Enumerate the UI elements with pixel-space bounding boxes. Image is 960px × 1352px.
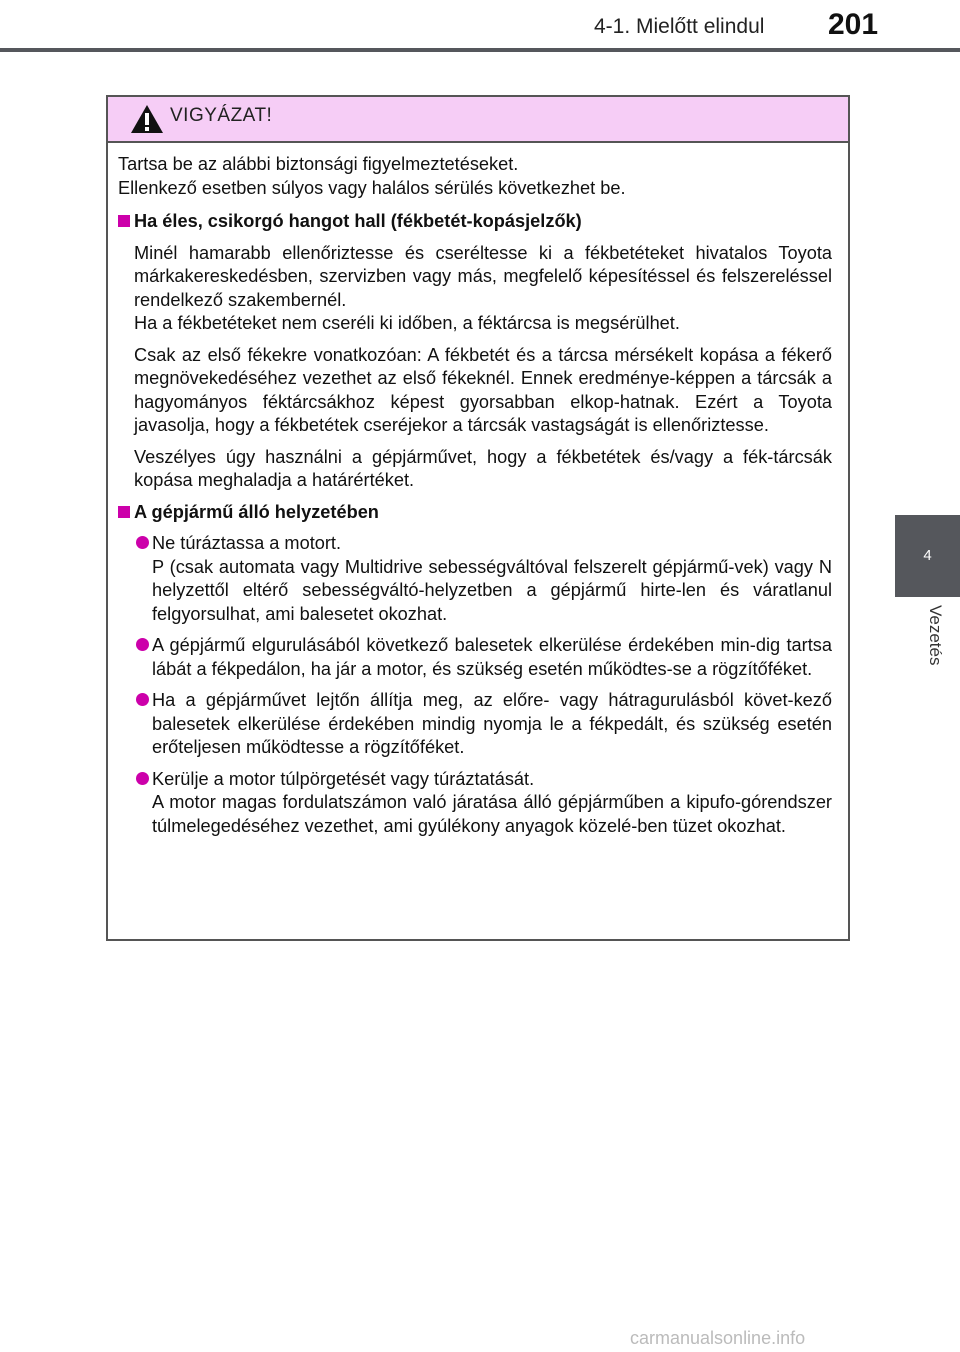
paragraph-text: Minél hamarabb ellenőriztesse és cseréltesse ki a fékbetéteket hivatalos Toyota márkakereskedésben, szervizben vagy más, megfelelő képesítéssel és felszereléssel rendelkező szakembernél. — [134, 242, 832, 310]
warning-box — [106, 95, 850, 941]
bullet-lead: Kerülje a motor túlpörgetését vagy túráztatását. — [152, 768, 535, 789]
page-number: 201 — [828, 8, 879, 41]
header-rule — [0, 48, 960, 52]
bullet-text: A motor magas fordulatszámon való járatása álló gépjárműben a kipufo-górendszer túlmelegedéséhez vezethet, ami gyúlékony anyagok közelé-ben tüzet okozhat. — [152, 792, 832, 836]
paragraph-text: Ha a fékbetéteket nem cseréli ki időben, a féktárcsa is megsérülhet. — [134, 313, 680, 333]
warning-title: VIGYÁZAT! — [170, 105, 273, 126]
warning-header — [108, 97, 848, 143]
heading-text: Ha éles, csikorgó hangot hall (fékbetét-kopásjelzők) — [134, 211, 582, 231]
heading-text: A gépjármű álló helyzetében — [134, 501, 379, 522]
paragraph: Csak az első fékekre vonatkozóan: A fékbetét és a tárcsa mérsékelt kopása a fékerő megnövekedéséhez vezethet az első fékeknél. Ennek eredménye-képpen a tárcsák a hagyományos féktárcsákhoz képest gyorsabban elkop-hatnak. Ezért a Toyota javasolja, hogy a fékbetétek cseréjekor a tárcsák vastagságát is ellenőriztesse. — [134, 344, 832, 435]
paragraph — [118, 242, 832, 336]
intro-line: Tartsa be az alábbi biztonsági figyelmeztetéseket. — [118, 154, 519, 174]
section-title: 4-1. Mielőtt elindul — [594, 15, 765, 38]
section-heading-brake-wear — [118, 210, 832, 234]
round-bullet-icon — [136, 693, 149, 706]
bullet-text: A gépjármű elgurulásából következő balesetek elkerülése érdekében min-dig tartsa lábát a fékpedálon, ha jár a motor, és szükség esetén működtes-se a rögzítőféket. — [152, 635, 832, 679]
list-item — [118, 689, 832, 760]
square-bullet-icon — [118, 506, 130, 518]
watermark: carmanualsonline.info — [630, 1328, 806, 1348]
bullet-text: P (csak automata vagy Multidrive sebességváltóval felszerelt gépjármű-vek) vagy N helyzettől eltérő sebességváltó-helyzetben a gépjármű hirte-len és váratlanul felgyorsulhat, ami balesetet okozhat. — [152, 556, 832, 624]
bullet-lead: Ne túráztassa a motort. — [152, 533, 342, 553]
list-item — [118, 634, 832, 681]
intro-text — [118, 153, 832, 200]
chapter-label: Vezetés — [926, 605, 945, 666]
warning-triangle-icon — [130, 104, 164, 134]
list-item — [118, 768, 832, 839]
chapter-tab[interactable]: 4 — [895, 515, 960, 597]
list-item — [118, 532, 832, 626]
round-bullet-icon — [136, 536, 149, 549]
round-bullet-icon — [136, 772, 149, 785]
warning-body — [108, 143, 848, 838]
round-bullet-icon — [136, 638, 149, 651]
bullet-text: Ha a gépjárművet lejtőn állítja meg, az előre- vagy hátragurulásból követ-kező balesetek elkerülése érdekében mindig nyomja le a fékpedált, és szükség esetén erőteljesen működtesse a rögzítőféket. — [152, 690, 832, 757]
intro-line: Ellenkező esetben súlyos vagy halálos sérülés következhet be. — [118, 177, 626, 198]
square-bullet-icon — [118, 215, 130, 227]
section-heading-stationary — [118, 501, 832, 525]
paragraph: Veszélyes úgy használni a gépjárművet, hogy a fékbetétek és/vagy a fék-tárcsák kopása meghaladja a határértéket. — [134, 446, 832, 490]
